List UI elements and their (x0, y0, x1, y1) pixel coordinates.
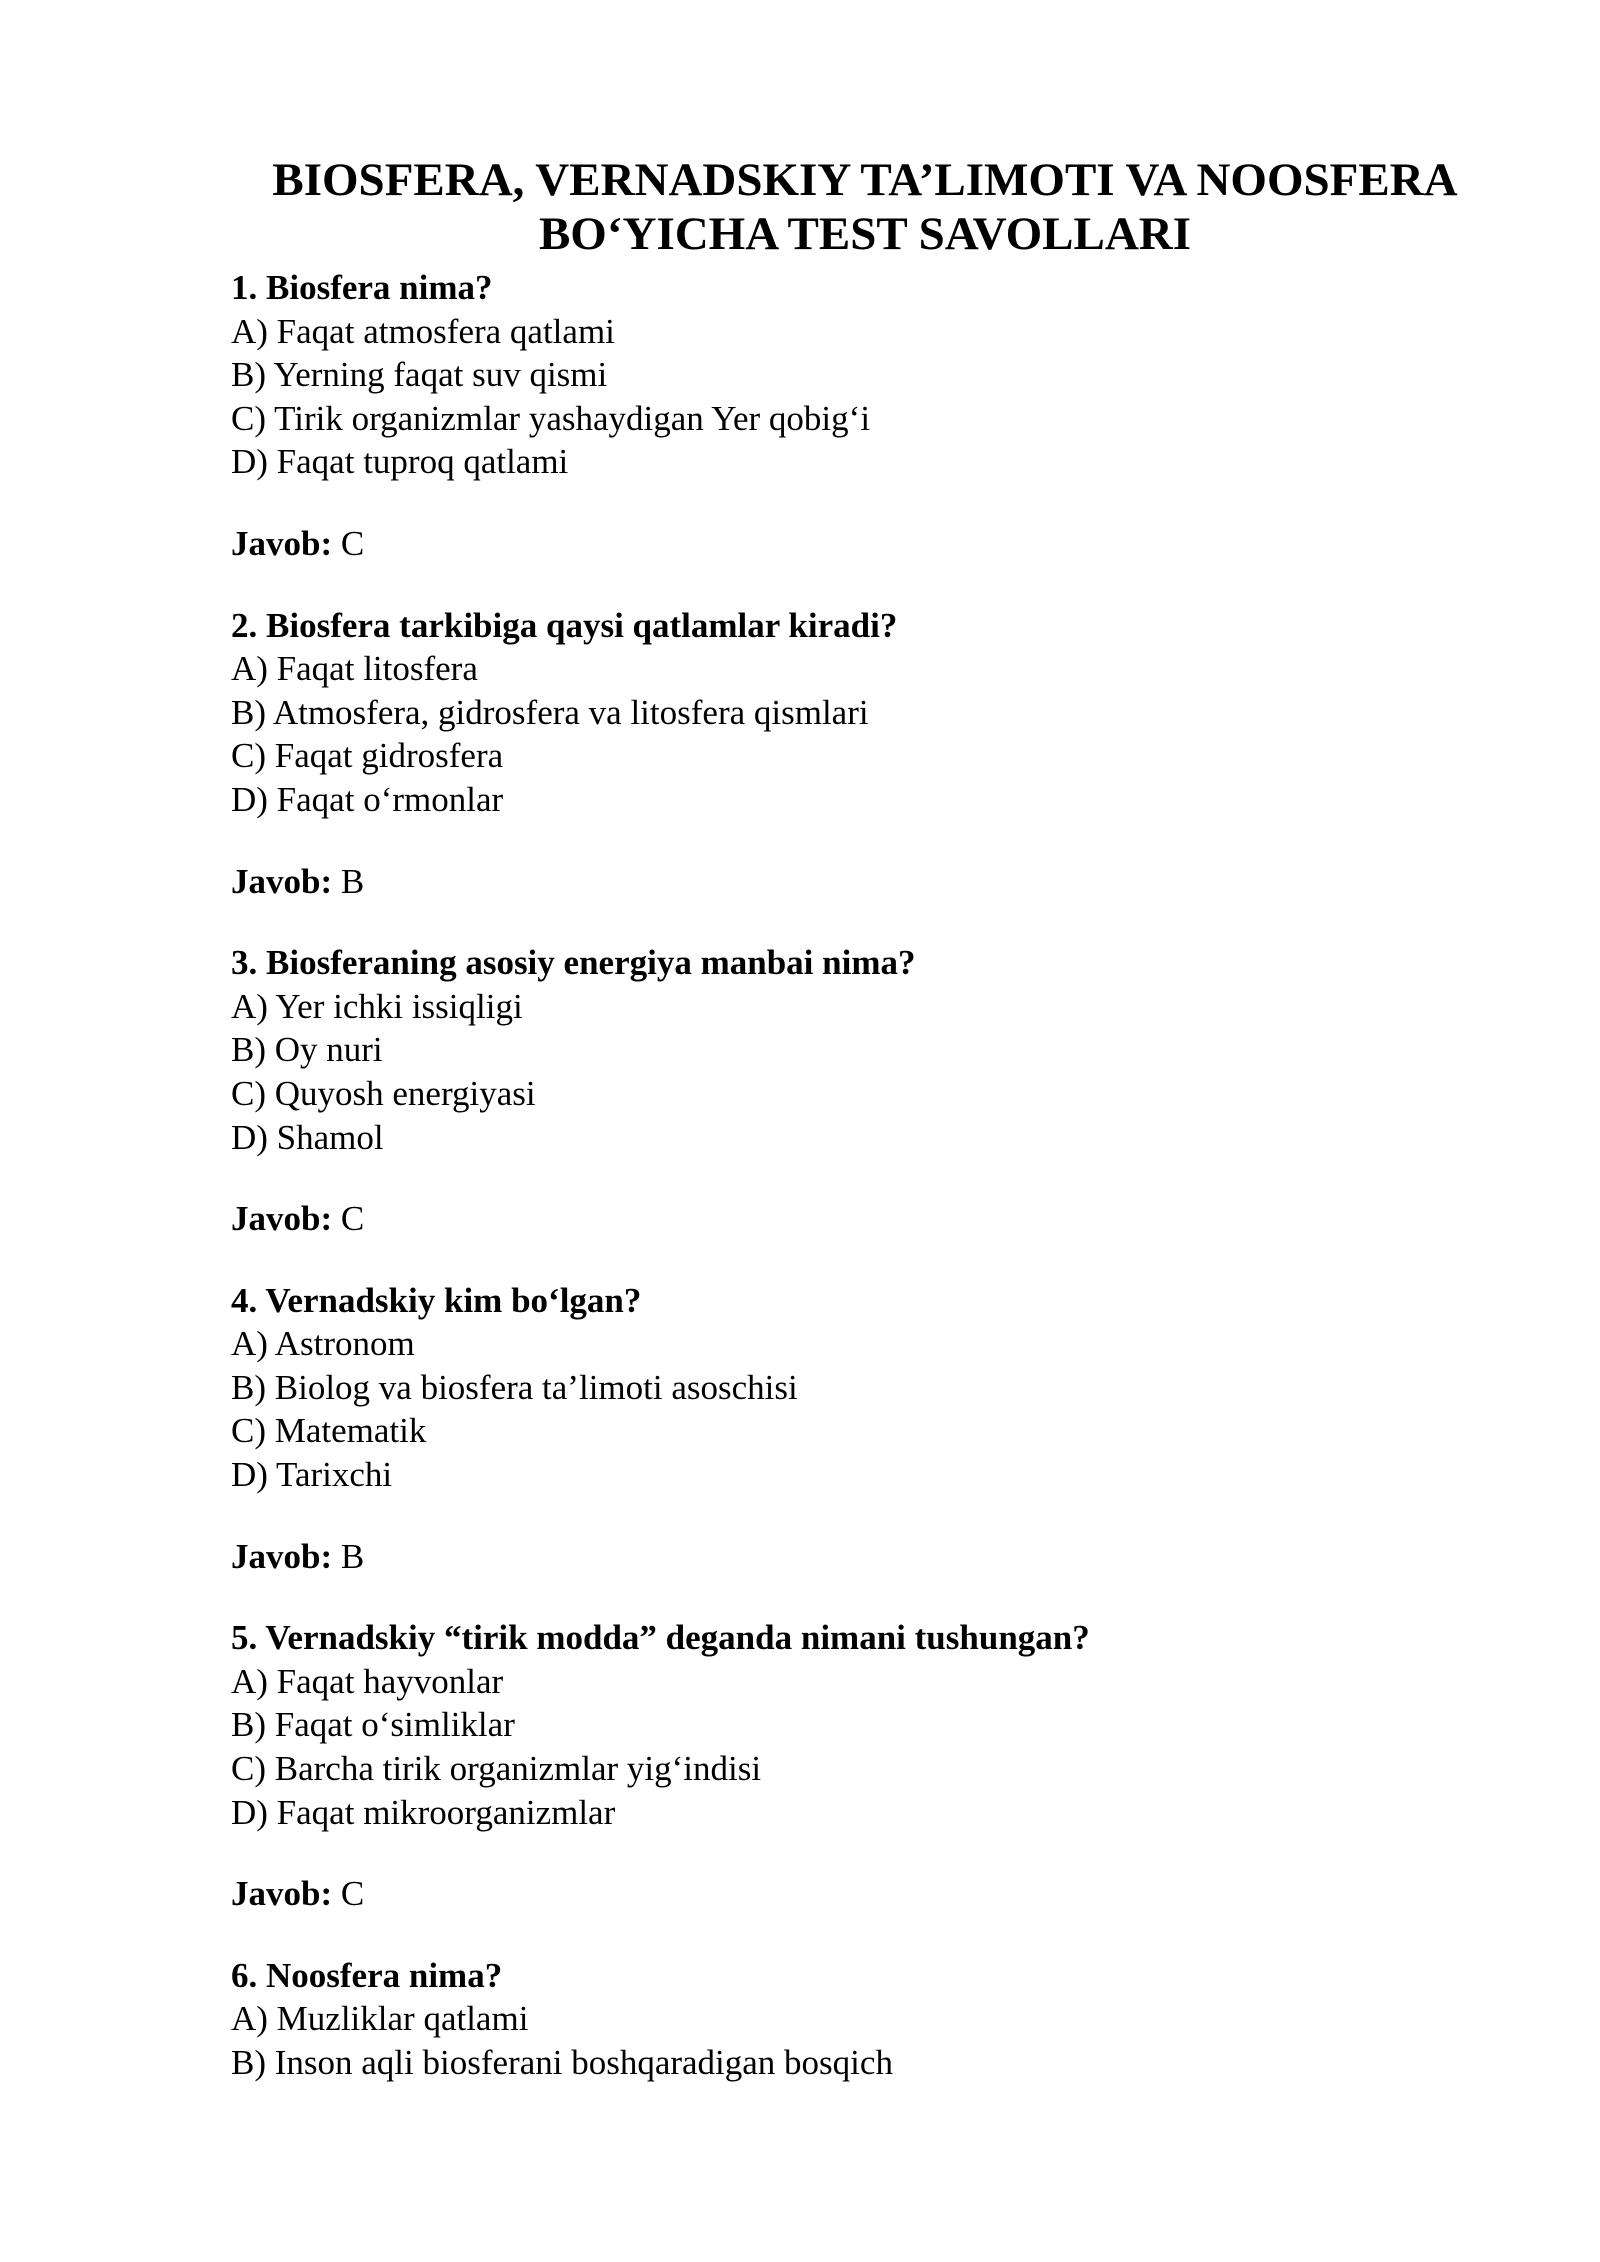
question-2 (231, 604, 1531, 904)
title-line-2: BO‘YICHA TEST SAVOLLARI (538, 208, 1192, 260)
answer-label: Javob: (231, 523, 333, 563)
question-gap (231, 1578, 1531, 1616)
answer-value: B (340, 1536, 365, 1576)
answer-label: Javob: (231, 861, 333, 901)
question-5 (231, 1616, 1531, 1916)
answer-value: C (340, 1199, 365, 1239)
option-b: B) Biolog va biosfera ta’limoti asoschisi (231, 1367, 798, 1407)
spacer (231, 1834, 1531, 1872)
question-text: 5. Vernadskiy “tirik modda” deganda nimani tushungan? (231, 1618, 1090, 1658)
spacer (231, 822, 1531, 860)
answer-value: C (340, 1874, 365, 1914)
option-d: D) Faqat o‘rmonlar (231, 779, 504, 819)
option-c: C) Tirik organizmlar yashaydigan Yer qobig‘i (231, 398, 871, 438)
option-c: C) Matematik (231, 1411, 427, 1451)
answer-line (231, 1197, 1531, 1241)
option-b: B) Inson aqli biosferani boshqaradigan bosqich (231, 2043, 893, 2082)
option-a: A) Faqat litosfera (231, 649, 478, 689)
question-list (231, 266, 1531, 2085)
question-6 (231, 1954, 1531, 2085)
option-a: A) Faqat hayvonlar (231, 1661, 504, 1701)
option-a: A) Astronom (231, 1324, 415, 1364)
question-text: 1. Biosfera nima? (231, 268, 493, 307)
option-a: A) Muzliklar qatlami (231, 1999, 529, 2039)
spacer (231, 1497, 1531, 1535)
question-gap (231, 903, 1531, 941)
option-d: D) Faqat tuproq qatlami (231, 442, 569, 482)
answer-line (231, 522, 1531, 566)
option-a: A) Faqat atmosfera qatlami (231, 311, 615, 351)
option-b: B) Faqat o‘simliklar (231, 1705, 515, 1745)
question-text: 3. Biosferaning asosiy energiya manbai nima? (231, 943, 916, 983)
option-c: C) Faqat gidrosfera (231, 736, 504, 776)
option-b: B) Yerning faqat suv qismi (231, 355, 608, 395)
question-text: 4. Vernadskiy kim bo‘lgan? (231, 1280, 642, 1320)
answer-line (231, 860, 1531, 904)
answer-value: B (340, 861, 365, 901)
question-gap (231, 1241, 1531, 1279)
question-3 (231, 941, 1531, 1241)
answer-label: Javob: (231, 1874, 333, 1914)
question-gap (231, 566, 1531, 604)
question-gap (231, 1916, 1531, 1954)
question-1 (231, 266, 1531, 566)
option-d: D) Tarixchi (231, 1455, 393, 1495)
title-line-1: BIOSFERA, VERNADSKIY TA’LIMOTI VA NOOSFERA (272, 154, 1458, 206)
option-b: B) Atmosfera, gidrosfera va litosfera qismlari (231, 692, 869, 732)
option-d: D) Shamol (231, 1117, 384, 1157)
spacer (231, 484, 1531, 522)
spacer (231, 1159, 1531, 1197)
answer-label: Javob: (231, 1199, 333, 1239)
option-b: B) Oy nuri (231, 1030, 383, 1070)
document-title (200, 153, 1530, 261)
answer-label: Javob: (231, 1536, 333, 1576)
answer-line (231, 1535, 1531, 1579)
question-text: 2. Biosfera tarkibiga qaysi qatlamlar kiradi? (231, 605, 898, 645)
option-d: D) Faqat mikroorganizmlar (231, 1792, 616, 1832)
question-4 (231, 1279, 1531, 1579)
option-a: A) Yer ichki issiqligi (231, 986, 523, 1026)
answer-line (231, 1872, 1531, 1916)
question-text: 6. Noosfera nima? (231, 1955, 503, 1995)
option-c: C) Barcha tirik organizmlar yig‘indisi (231, 1749, 762, 1789)
answer-value: C (340, 523, 365, 563)
option-c: C) Quyosh energiyasi (231, 1073, 536, 1113)
